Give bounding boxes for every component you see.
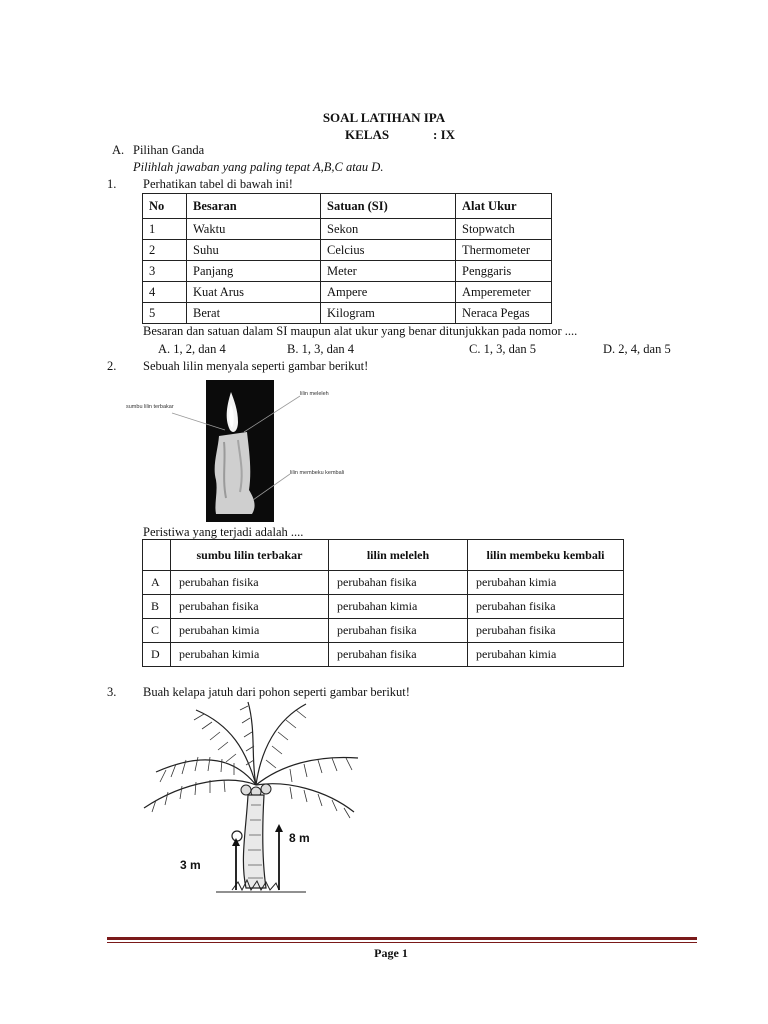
table-header-cell: Besaran bbox=[187, 194, 321, 219]
table-row bbox=[143, 643, 624, 667]
table-cell: Suhu bbox=[187, 240, 321, 261]
table-cell: 4 bbox=[143, 282, 187, 303]
label-wick: sumbu lilin terbakar bbox=[126, 404, 174, 410]
table-cell: perubahan fisika bbox=[329, 643, 468, 667]
table-row bbox=[143, 571, 624, 595]
label-melting: lilin meleleh bbox=[300, 391, 329, 397]
table-row bbox=[143, 240, 552, 261]
coconut-tree-figure bbox=[136, 700, 366, 896]
table-cell: 3 bbox=[143, 261, 187, 282]
table-cell: perubahan fisika bbox=[171, 571, 329, 595]
table-cell: perubahan fisika bbox=[329, 571, 468, 595]
table-cell: Thermometer bbox=[456, 240, 552, 261]
option-a: A. 1, 2, dan 4 bbox=[158, 342, 226, 356]
table-cell: Neraca Pegas bbox=[456, 303, 552, 324]
table-header-cell: lilin membeku kembali bbox=[468, 540, 624, 571]
quantities-table bbox=[142, 193, 552, 324]
table-cell: B bbox=[143, 595, 171, 619]
footer-divider-thin bbox=[107, 942, 697, 943]
table-cell: perubahan fisika bbox=[171, 595, 329, 619]
table-cell: perubahan kimia bbox=[171, 643, 329, 667]
option-c: C. 1, 3, dan 5 bbox=[469, 342, 537, 356]
section-name: Pilihan Ganda bbox=[133, 143, 205, 157]
table-cell: Waktu bbox=[187, 219, 321, 240]
table-cell: perubahan kimia bbox=[171, 619, 329, 643]
section-letter: A. bbox=[112, 143, 125, 157]
table-cell: Penggaris bbox=[456, 261, 552, 282]
question-number-1: 1. bbox=[107, 177, 117, 191]
question-number-2: 2. bbox=[107, 359, 117, 373]
table-header-row bbox=[143, 540, 624, 571]
coconut-tree-image bbox=[136, 700, 366, 896]
table-header-row bbox=[143, 194, 552, 219]
label-refreeze: lilin membeku kembali bbox=[290, 470, 345, 476]
footer-divider bbox=[107, 937, 697, 940]
question-text-3: Buah kelapa jatuh dari pohon seperti gambar berikut! bbox=[143, 685, 410, 699]
table-cell: 1 bbox=[143, 219, 187, 240]
label-tree-height: 8 m bbox=[289, 831, 310, 845]
table-cell: Ampere bbox=[321, 282, 456, 303]
option-d: D. 2, 4, dan 5 bbox=[603, 342, 671, 356]
table-cell: perubahan kimia bbox=[468, 643, 624, 667]
table-cell: perubahan fisika bbox=[468, 595, 624, 619]
table-cell: Kilogram bbox=[321, 303, 456, 324]
table-cell: 5 bbox=[143, 303, 187, 324]
candle-figure bbox=[122, 380, 362, 522]
document-title: SOAL LATIHAN IPA bbox=[322, 110, 446, 125]
table-header-cell: sumbu lilin terbakar bbox=[171, 540, 329, 571]
changes-table bbox=[142, 539, 624, 667]
table-row bbox=[143, 282, 552, 303]
table-cell: Meter bbox=[321, 261, 456, 282]
table-cell: Berat bbox=[187, 303, 321, 324]
question-text-1: Perhatikan tabel di bawah ini! bbox=[143, 177, 293, 191]
question-text-2: Sebuah lilin menyala seperti gambar berikut! bbox=[143, 359, 369, 373]
table-header-cell bbox=[143, 540, 171, 571]
table-row bbox=[143, 595, 624, 619]
table-cell: Stopwatch bbox=[456, 219, 552, 240]
candle-image bbox=[122, 380, 362, 522]
table-cell: perubahan kimia bbox=[329, 595, 468, 619]
table-row bbox=[143, 619, 624, 643]
table-header-cell: No bbox=[143, 194, 187, 219]
table-cell: 2 bbox=[143, 240, 187, 261]
table-row bbox=[143, 219, 552, 240]
class-value: : IX bbox=[433, 127, 456, 142]
question-number-3: 3. bbox=[107, 685, 117, 699]
page-number: Page 1 bbox=[374, 946, 408, 960]
table-cell: perubahan kimia bbox=[468, 571, 624, 595]
table-cell: perubahan fisika bbox=[329, 619, 468, 643]
option-b: B. 1, 3, dan 4 bbox=[287, 342, 355, 356]
table-header-cell: Alat Ukur bbox=[456, 194, 552, 219]
label-fruit-height: 3 m bbox=[180, 858, 201, 872]
question-prompt-1: Besaran dan satuan dalam SI maupun alat ukur yang benar ditunjukkan pada nomor .... bbox=[143, 324, 578, 338]
table-row bbox=[143, 303, 552, 324]
table-header-cell: lilin meleleh bbox=[329, 540, 468, 571]
table-cell: Amperemeter bbox=[456, 282, 552, 303]
table-cell: Kuat Arus bbox=[187, 282, 321, 303]
table-cell: C bbox=[143, 619, 171, 643]
table-cell: perubahan fisika bbox=[468, 619, 624, 643]
class-label: KELAS bbox=[345, 127, 390, 142]
table-cell: A bbox=[143, 571, 171, 595]
table-cell: Sekon bbox=[321, 219, 456, 240]
table-cell: D bbox=[143, 643, 171, 667]
table-row bbox=[143, 261, 552, 282]
question-prompt-2: Peristiwa yang terjadi adalah .... bbox=[143, 525, 304, 539]
section-instruction: Pilihlah jawaban yang paling tepat A,B,C atau D. bbox=[133, 160, 384, 174]
table-cell: Celcius bbox=[321, 240, 456, 261]
table-cell: Panjang bbox=[187, 261, 321, 282]
table-header-cell: Satuan (SI) bbox=[321, 194, 456, 219]
